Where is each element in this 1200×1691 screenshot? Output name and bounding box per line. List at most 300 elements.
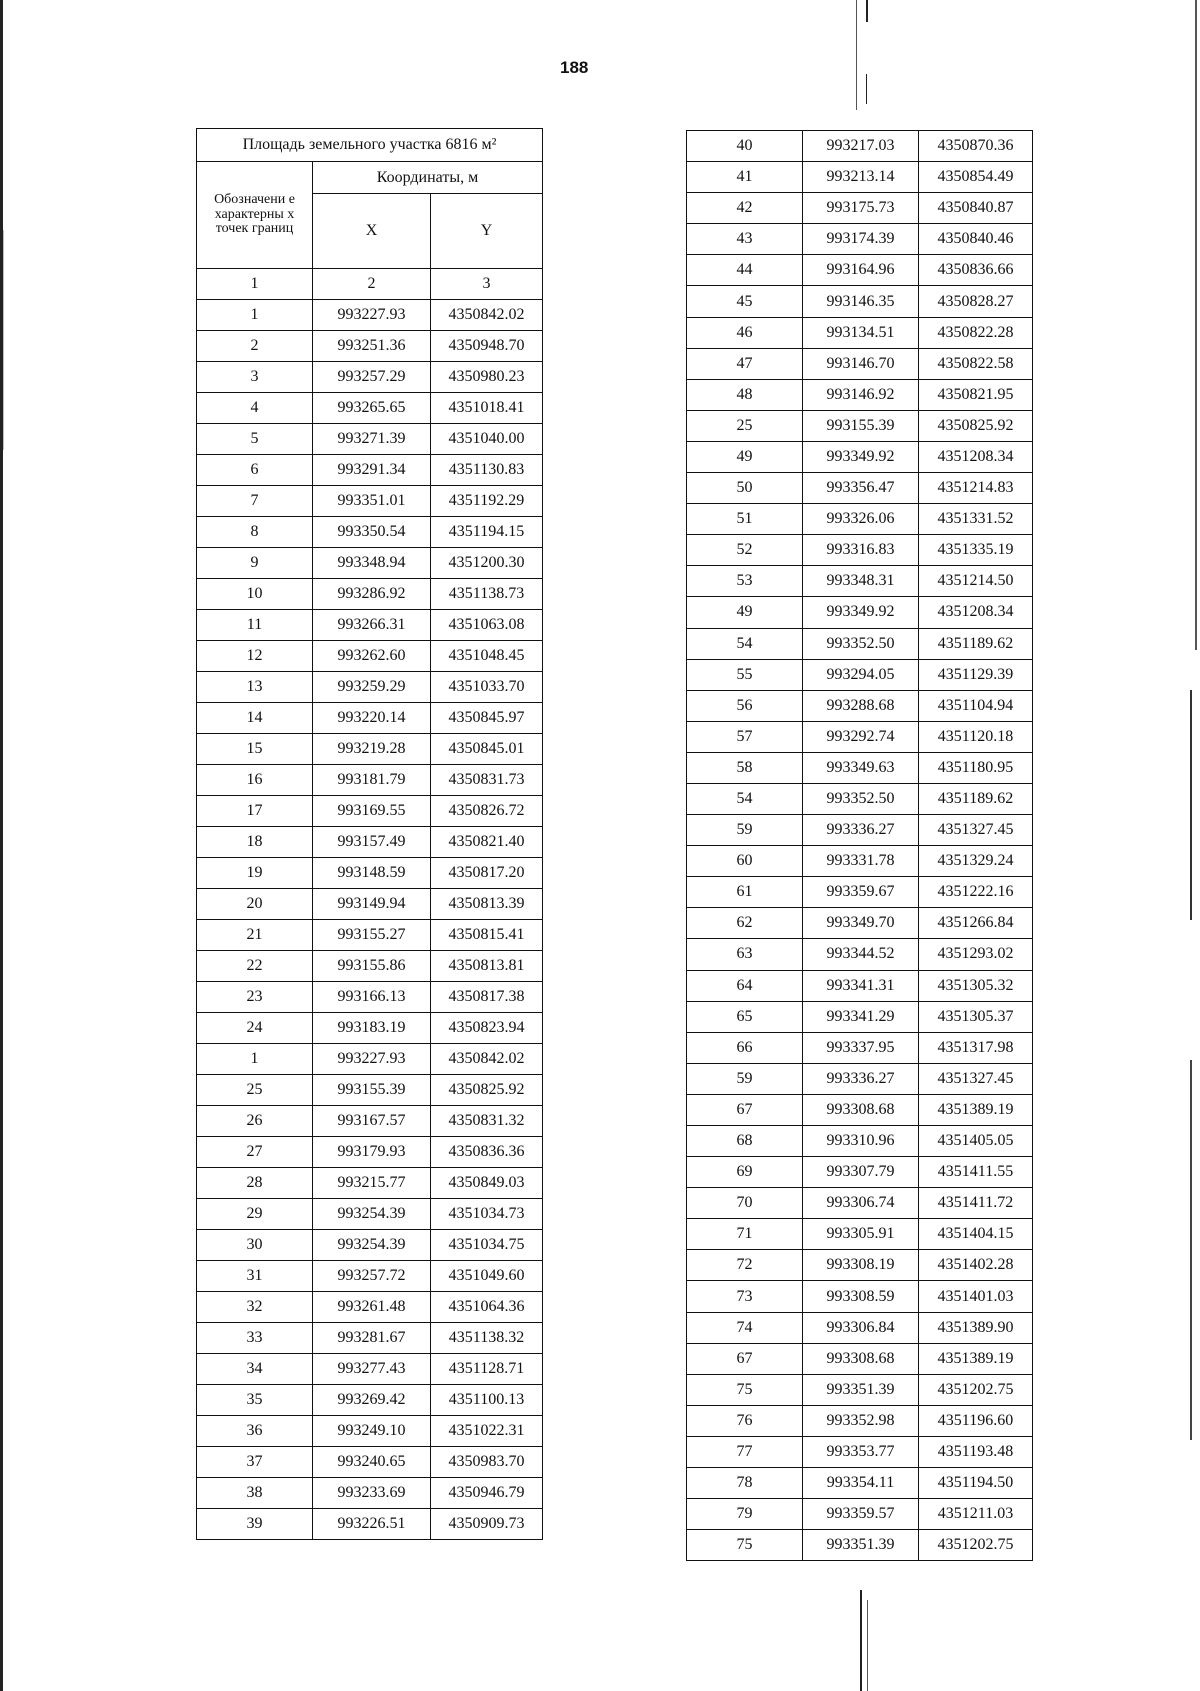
table-row (197, 393, 543, 424)
point-number-cell: 55 (687, 659, 803, 690)
y-coordinate-cell: 4350842.02 (431, 1044, 543, 1075)
x-coordinate-cell: 993155.39 (313, 1075, 431, 1106)
table-row (687, 1094, 1033, 1125)
table-row (197, 1416, 543, 1447)
y-coordinate-cell: 4350831.73 (431, 765, 543, 796)
table-row (687, 566, 1033, 597)
y-coordinate-cell: 4351327.45 (919, 1063, 1033, 1094)
table-row (687, 1126, 1033, 1157)
x-coordinate-cell: 993155.86 (313, 951, 431, 982)
table-row (197, 331, 543, 362)
point-number-cell: 24 (197, 1013, 313, 1044)
point-number-cell: 73 (687, 1281, 803, 1312)
x-coordinate-cell: 993226.51 (313, 1509, 431, 1540)
y-coordinate-cell: 4351130.83 (431, 455, 543, 486)
y-coordinate-cell: 4350822.58 (919, 348, 1033, 379)
table-row (687, 193, 1033, 224)
y-coordinate-cell: 4351063.08 (431, 610, 543, 641)
table-row (197, 517, 543, 548)
y-coordinate-cell: 4351189.62 (919, 628, 1033, 659)
y-coordinate-cell: 4351208.34 (919, 597, 1033, 628)
table-row (687, 410, 1033, 441)
x-coordinate-cell: 993259.29 (313, 672, 431, 703)
x-coordinate-cell: 993349.63 (803, 752, 919, 783)
point-number-cell: 11 (197, 610, 313, 641)
y-coordinate-cell: 4351214.50 (919, 566, 1033, 597)
table-row (197, 1075, 543, 1106)
y-coordinate-cell: 4351329.24 (919, 846, 1033, 877)
table-row (197, 951, 543, 982)
x-coordinate-cell: 993352.98 (803, 1405, 919, 1436)
y-coordinate-cell: 4350825.92 (919, 410, 1033, 441)
y-coordinate-cell: 4351120.18 (919, 721, 1033, 752)
x-coordinate-cell: 993183.19 (313, 1013, 431, 1044)
point-number-cell: 17 (197, 796, 313, 827)
table-row (687, 1312, 1033, 1343)
scan-speckle-left (3, 230, 4, 450)
table-row (197, 300, 543, 331)
point-number-cell: 51 (687, 504, 803, 535)
table-body-left (197, 300, 543, 1540)
x-coordinate-cell: 993277.43 (313, 1354, 431, 1385)
x-coordinate-cell: 993349.92 (803, 597, 919, 628)
x-coordinate-cell: 993353.77 (803, 1436, 919, 1467)
table-row (687, 473, 1033, 504)
point-number-cell: 75 (687, 1374, 803, 1405)
table-row (197, 1137, 543, 1168)
page-number: 188 (560, 58, 589, 77)
point-number-cell: 75 (687, 1530, 803, 1561)
table-row (197, 1385, 543, 1416)
y-coordinate-cell: 4350836.36 (431, 1137, 543, 1168)
coordinates-table-left (196, 128, 543, 1540)
x-coordinate-cell: 993227.93 (313, 300, 431, 331)
point-number-cell: 47 (687, 348, 803, 379)
point-number-cell: 18 (197, 827, 313, 858)
x-coordinate-cell: 993349.70 (803, 908, 919, 939)
x-coordinate-cell: 993174.39 (803, 224, 919, 255)
y-coordinate-cell: 4350845.01 (431, 734, 543, 765)
table-row (687, 846, 1033, 877)
table-row (687, 815, 1033, 846)
table-row (197, 455, 543, 486)
y-coordinate-cell: 4351180.95 (919, 752, 1033, 783)
table-row (687, 1468, 1033, 1499)
point-number-cell: 16 (197, 765, 313, 796)
table-row (687, 597, 1033, 628)
point-number-cell: 12 (197, 641, 313, 672)
x-coordinate-cell: 993254.39 (313, 1199, 431, 1230)
x-coordinate-cell: 993146.92 (803, 379, 919, 410)
point-number-cell: 59 (687, 1063, 803, 1094)
y-coordinate-cell: 4351192.29 (431, 486, 543, 517)
y-coordinate-cell: 4350822.28 (919, 317, 1033, 348)
x-coordinate-cell: 993294.05 (803, 659, 919, 690)
point-number-cell: 53 (687, 566, 803, 597)
table-row (687, 1530, 1033, 1561)
y-coordinate-cell: 4351211.03 (919, 1499, 1033, 1530)
point-number-cell: 56 (687, 690, 803, 721)
y-coordinate-cell: 4350817.20 (431, 858, 543, 889)
table-row (687, 1063, 1033, 1094)
scan-mark-bottom (860, 1590, 862, 1691)
point-number-cell: 63 (687, 939, 803, 970)
point-number-cell: 43 (687, 224, 803, 255)
y-coordinate-cell: 4350826.72 (431, 796, 543, 827)
table-row (197, 1044, 543, 1075)
table-row (687, 877, 1033, 908)
table-row (687, 659, 1033, 690)
table-row (687, 1343, 1033, 1374)
x-coordinate-cell: 993155.27 (313, 920, 431, 951)
table-row (197, 982, 543, 1013)
point-number-cell: 20 (197, 889, 313, 920)
x-coordinate-cell: 993349.92 (803, 441, 919, 472)
x-coordinate-cell: 993164.96 (803, 255, 919, 286)
x-coordinate-cell: 993348.94 (313, 548, 431, 579)
x-coordinate-cell: 993251.36 (313, 331, 431, 362)
land-area-title: Площадь земельного участка 6816 м² (197, 129, 543, 162)
scan-edge-right (1195, 0, 1197, 650)
table-row (687, 504, 1033, 535)
point-number-cell: 52 (687, 535, 803, 566)
x-coordinate-cell: 993351.39 (803, 1374, 919, 1405)
y-coordinate-cell: 4350849.03 (431, 1168, 543, 1199)
point-number-cell: 60 (687, 846, 803, 877)
x-coordinate-cell: 993179.93 (313, 1137, 431, 1168)
point-number-cell: 74 (687, 1312, 803, 1343)
x-coordinate-cell: 993291.34 (313, 455, 431, 486)
point-number-cell: 50 (687, 473, 803, 504)
y-coordinate-cell: 4351266.84 (919, 908, 1033, 939)
x-coordinate-cell: 993181.79 (313, 765, 431, 796)
point-number-cell: 4 (197, 393, 313, 424)
point-number-cell: 21 (197, 920, 313, 951)
y-coordinate-cell: 4351317.98 (919, 1032, 1033, 1063)
scan-mark-bottom-thin (867, 1600, 868, 1691)
y-coordinate-cell: 4351335.19 (919, 535, 1033, 566)
x-coordinate-cell: 993288.68 (803, 690, 919, 721)
y-coordinate-cell: 4351189.62 (919, 783, 1033, 814)
column-number-3: 3 (431, 269, 543, 300)
x-coordinate-cell: 993240.65 (313, 1447, 431, 1478)
y-coordinate-cell: 4350836.66 (919, 255, 1033, 286)
y-coordinate-cell: 4351138.73 (431, 579, 543, 610)
point-number-cell: 67 (687, 1094, 803, 1125)
x-coordinate-cell: 993227.93 (313, 1044, 431, 1075)
y-coordinate-cell: 4351048.45 (431, 641, 543, 672)
table-row (687, 255, 1033, 286)
x-coordinate-cell: 993341.31 (803, 970, 919, 1001)
table-row (197, 920, 543, 951)
y-coordinate-cell: 4350815.41 (431, 920, 543, 951)
point-number-cell: 46 (687, 317, 803, 348)
point-number-cell: 57 (687, 721, 803, 752)
y-coordinate-cell: 4351018.41 (431, 393, 543, 424)
point-number-cell: 37 (197, 1447, 313, 1478)
y-coordinate-cell: 4351327.45 (919, 815, 1033, 846)
table-row (197, 672, 543, 703)
point-number-cell: 54 (687, 628, 803, 659)
table-row (687, 752, 1033, 783)
point-number-cell: 23 (197, 982, 313, 1013)
y-coordinate-cell: 4350831.32 (431, 1106, 543, 1137)
point-number-cell: 72 (687, 1250, 803, 1281)
table-row (687, 939, 1033, 970)
y-coordinate-cell: 4350946.79 (431, 1478, 543, 1509)
point-number-cell: 10 (197, 579, 313, 610)
y-coordinate-cell: 4351196.60 (919, 1405, 1033, 1436)
y-coordinate-cell: 4351064.36 (431, 1292, 543, 1323)
x-coordinate-cell: 993308.68 (803, 1343, 919, 1374)
point-number-cell: 31 (197, 1261, 313, 1292)
point-number-cell: 77 (687, 1436, 803, 1467)
point-number-cell: 35 (197, 1385, 313, 1416)
point-number-cell: 1 (197, 300, 313, 331)
point-number-cell: 49 (687, 441, 803, 472)
point-number-cell: 15 (197, 734, 313, 765)
x-coordinate-cell: 993254.39 (313, 1230, 431, 1261)
x-coordinate-cell: 993261.48 (313, 1292, 431, 1323)
x-coordinate-cell: 993351.39 (803, 1530, 919, 1561)
point-number-cell: 49 (687, 597, 803, 628)
y-coordinate-cell: 4351202.75 (919, 1530, 1033, 1561)
y-coordinate-cell: 4351402.28 (919, 1250, 1033, 1281)
x-coordinate-cell: 993166.13 (313, 982, 431, 1013)
point-number-cell: 39 (197, 1509, 313, 1540)
y-coordinate-cell: 4351194.50 (919, 1468, 1033, 1499)
y-coordinate-cell: 4350821.40 (431, 827, 543, 858)
point-number-cell: 66 (687, 1032, 803, 1063)
y-coordinate-cell: 4351100.13 (431, 1385, 543, 1416)
y-coordinate-cell: 4350825.92 (431, 1075, 543, 1106)
y-coordinate-cell: 4351034.75 (431, 1230, 543, 1261)
y-coordinate-cell: 4351411.72 (919, 1188, 1033, 1219)
y-coordinate-cell: 4351305.32 (919, 970, 1033, 1001)
table-row (197, 1478, 543, 1509)
point-number-cell: 71 (687, 1219, 803, 1250)
point-number-cell: 76 (687, 1405, 803, 1436)
table-row (687, 162, 1033, 193)
table-row (687, 908, 1033, 939)
point-number-cell: 59 (687, 815, 803, 846)
table-row (687, 441, 1033, 472)
table-row (197, 858, 543, 889)
table-row (687, 721, 1033, 752)
point-number-cell: 3 (197, 362, 313, 393)
x-coordinate-cell: 993351.01 (313, 486, 431, 517)
table-row (687, 1250, 1033, 1281)
point-number-cell: 13 (197, 672, 313, 703)
y-coordinate-cell: 4351401.03 (919, 1281, 1033, 1312)
x-coordinate-cell: 993266.31 (313, 610, 431, 641)
table-row (687, 317, 1033, 348)
point-number-cell: 61 (687, 877, 803, 908)
point-number-cell: 33 (197, 1323, 313, 1354)
table-row (687, 1001, 1033, 1032)
y-coordinate-cell: 4351034.73 (431, 1199, 543, 1230)
table-row (687, 1219, 1033, 1250)
table-row (197, 486, 543, 517)
point-number-cell: 70 (687, 1188, 803, 1219)
x-coordinate-cell: 993269.42 (313, 1385, 431, 1416)
table-row (197, 889, 543, 920)
y-coordinate-cell: 4350813.81 (431, 951, 543, 982)
table-row (687, 690, 1033, 721)
table-row (197, 1106, 543, 1137)
y-coordinate-cell: 4351022.31 (431, 1416, 543, 1447)
x-coordinate-cell: 993265.65 (313, 393, 431, 424)
x-coordinate-cell: 993249.10 (313, 1416, 431, 1447)
table-row (197, 1199, 543, 1230)
x-coordinate-cell: 993359.57 (803, 1499, 919, 1530)
x-coordinate-cell: 993336.27 (803, 1063, 919, 1094)
x-coordinate-cell: 993331.78 (803, 846, 919, 877)
table-row (197, 765, 543, 796)
point-number-cell: 38 (197, 1478, 313, 1509)
table-row (197, 796, 543, 827)
y-coordinate-cell: 4351331.52 (919, 504, 1033, 535)
y-coordinate-cell: 4351293.02 (919, 939, 1033, 970)
point-number-cell: 64 (687, 970, 803, 1001)
y-coordinate-cell: 4350980.23 (431, 362, 543, 393)
x-coordinate-cell: 993308.59 (803, 1281, 919, 1312)
point-number-cell: 45 (687, 286, 803, 317)
column-number-2: 2 (313, 269, 431, 300)
table-row (197, 579, 543, 610)
table-row (197, 1323, 543, 1354)
table-row (687, 348, 1033, 379)
y-coordinate-cell: 4350845.97 (431, 703, 543, 734)
table-row (687, 535, 1033, 566)
x-coordinate-cell: 993336.27 (803, 815, 919, 846)
table-row (687, 970, 1033, 1001)
y-coordinate-cell: 4351193.48 (919, 1436, 1033, 1467)
y-coordinate-cell: 4350817.38 (431, 982, 543, 1013)
table-row (197, 1509, 543, 1540)
table-row (687, 1157, 1033, 1188)
x-coordinate-cell: 993271.39 (313, 424, 431, 455)
y-coordinate-cell: 4351128.71 (431, 1354, 543, 1385)
table-row (687, 286, 1033, 317)
point-number-cell: 65 (687, 1001, 803, 1032)
point-number-cell: 42 (687, 193, 803, 224)
x-coordinate-cell: 993146.70 (803, 348, 919, 379)
x-coordinate-cell: 993308.19 (803, 1250, 919, 1281)
table-row (687, 1032, 1033, 1063)
table-row (687, 1281, 1033, 1312)
point-number-cell: 40 (687, 131, 803, 162)
point-number-cell: 28 (197, 1168, 313, 1199)
point-number-cell: 67 (687, 1343, 803, 1374)
x-coordinate-cell: 993148.59 (313, 858, 431, 889)
point-number-cell: 48 (687, 379, 803, 410)
y-coordinate-cell: 4350821.95 (919, 379, 1033, 410)
x-coordinate-cell: 993308.68 (803, 1094, 919, 1125)
y-coordinate-cell: 4350823.94 (431, 1013, 543, 1044)
table-body-right (687, 131, 1033, 1561)
table-row (197, 1013, 543, 1044)
y-coordinate-cell: 4350870.36 (919, 131, 1033, 162)
y-coordinate-cell: 4350842.02 (431, 300, 543, 331)
point-number-cell: 6 (197, 455, 313, 486)
point-number-cell: 68 (687, 1126, 803, 1157)
y-coordinate-cell: 4351194.15 (431, 517, 543, 548)
x-coordinate-cell: 993326.06 (803, 504, 919, 535)
point-number-cell: 79 (687, 1499, 803, 1530)
x-coordinate-cell: 993306.74 (803, 1188, 919, 1219)
table-row (197, 1261, 543, 1292)
x-header: X (313, 194, 431, 269)
point-number-cell: 58 (687, 752, 803, 783)
point-number-cell: 2 (197, 331, 313, 362)
y-coordinate-cell: 4351202.75 (919, 1374, 1033, 1405)
x-coordinate-cell: 993344.52 (803, 939, 919, 970)
table-row (687, 628, 1033, 659)
x-coordinate-cell: 993341.29 (803, 1001, 919, 1032)
point-number-cell: 54 (687, 783, 803, 814)
y-coordinate-cell: 4351104.94 (919, 690, 1033, 721)
point-number-cell: 69 (687, 1157, 803, 1188)
x-coordinate-cell: 993348.31 (803, 566, 919, 597)
point-number-cell: 62 (687, 908, 803, 939)
point-number-cell: 36 (197, 1416, 313, 1447)
x-coordinate-cell: 993169.55 (313, 796, 431, 827)
point-number-cell: 22 (197, 951, 313, 982)
y-coordinate-cell: 4350840.46 (919, 224, 1033, 255)
y-coordinate-cell: 4351405.05 (919, 1126, 1033, 1157)
y-coordinate-cell: 4351389.19 (919, 1094, 1033, 1125)
point-number-cell: 44 (687, 255, 803, 286)
point-number-cell: 1 (197, 1044, 313, 1075)
point-number-cell: 25 (687, 410, 803, 441)
x-coordinate-cell: 993233.69 (313, 1478, 431, 1509)
x-coordinate-cell: 993354.11 (803, 1468, 919, 1499)
x-coordinate-cell: 993356.47 (803, 473, 919, 504)
x-coordinate-cell: 993352.50 (803, 783, 919, 814)
point-number-cell: 27 (197, 1137, 313, 1168)
coordinates-table-right (686, 130, 1033, 1561)
table-row (687, 1436, 1033, 1467)
table-row (197, 362, 543, 393)
table-row (197, 1354, 543, 1385)
y-coordinate-cell: 4351033.70 (431, 672, 543, 703)
x-coordinate-cell: 993350.54 (313, 517, 431, 548)
table-row (687, 1405, 1033, 1436)
table-row (197, 734, 543, 765)
table-row (687, 1188, 1033, 1219)
point-number-cell: 8 (197, 517, 313, 548)
point-number-cell: 26 (197, 1106, 313, 1137)
y-coordinate-cell: 4351040.00 (431, 424, 543, 455)
table-row (197, 703, 543, 734)
x-coordinate-cell: 993213.14 (803, 162, 919, 193)
y-coordinate-cell: 4351138.32 (431, 1323, 543, 1354)
table-row (197, 1292, 543, 1323)
x-coordinate-cell: 993219.28 (313, 734, 431, 765)
x-coordinate-cell: 993146.35 (803, 286, 919, 317)
x-coordinate-cell: 993281.67 (313, 1323, 431, 1354)
x-coordinate-cell: 993352.50 (803, 628, 919, 659)
table-row (197, 1447, 543, 1478)
point-number-cell: 29 (197, 1199, 313, 1230)
x-coordinate-cell: 993307.79 (803, 1157, 919, 1188)
y-coordinate-cell: 4351208.34 (919, 441, 1033, 472)
y-coordinate-cell: 4350840.87 (919, 193, 1033, 224)
y-header: Y (431, 194, 543, 269)
point-number-cell: 14 (197, 703, 313, 734)
table-row (197, 827, 543, 858)
